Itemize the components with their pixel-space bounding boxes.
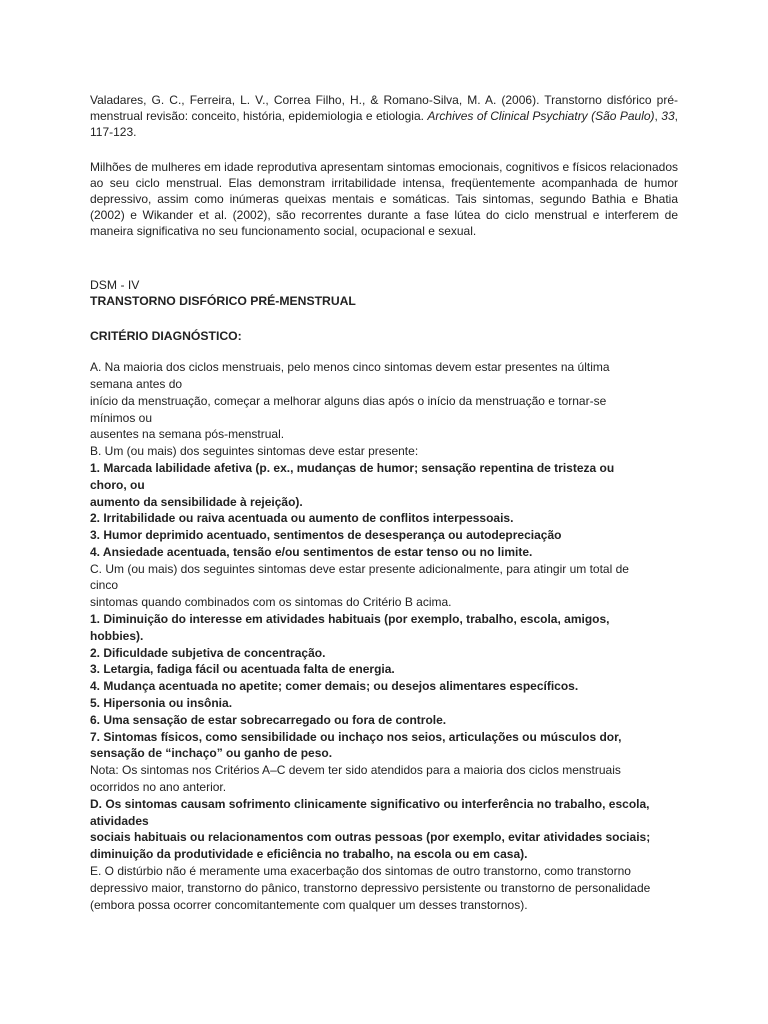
reference-pages: , 117-123. — [90, 109, 678, 140]
criteria-title: CRITÉRIO DIAGNÓSTICO: — [90, 328, 242, 343]
criteria-line: 1. Diminuição do interesse em atividades habituais (por exemplo, trabalho, escola, amigos, — [90, 612, 610, 627]
criteria-line: sintomas quando combinados com os sintomas do Critério B acima. — [90, 595, 452, 610]
criteria-line: semana antes do — [90, 376, 183, 391]
criteria-line: 2. Dificuldade subjetiva de concentração. — [90, 645, 326, 660]
criteria-line: D. Os sintomas causam sofrimento clinicamente significativo ou interferência no trabalho, escola, — [90, 796, 650, 811]
criteria-line: depressivo maior, transtorno do pânico, transtorno depressivo persistente ou transtorno de personalidade — [90, 880, 651, 895]
criteria-line: 3. Humor deprimido acentuado, sentimentos de desesperança ou autodepreciação — [90, 528, 562, 543]
criteria-line: 7. Sintomas físicos, como sensibilidade ou inchaço nos seios, articulações ou músculos dor, — [90, 729, 622, 744]
criteria-line: Nota: Os sintomas nos Critérios A–C devem ter sido atendidos para a maioria dos ciclos menstruais — [90, 763, 621, 778]
criteria-line: sensação de “inchaço” ou ganho de peso. — [90, 746, 333, 761]
criteria-line: sociais habituais ou relacionamentos com outras pessoas (por exemplo, evitar atividades sociais; — [90, 830, 651, 845]
criteria-line: 6. Uma sensação de estar sobrecarregado ou fora de controle. — [90, 712, 447, 727]
criteria-line: 4. Mudança acentuada no apetite; comer demais; ou desejos alimentares específicos. — [90, 679, 579, 694]
criteria-line: A. Na maioria dos ciclos menstruais, pelo menos cinco sintomas devem estar presentes na última — [90, 360, 610, 375]
criteria-list — [90, 359, 678, 913]
criteria-line: início da menstruação, começar a melhorar alguns dias após o início da menstruação e tornar-se — [90, 393, 607, 408]
criteria-line: E. O distúrbio não é meramente uma exacerbação dos sintomas de outro transtorno, como transtorno — [90, 864, 631, 879]
criteria-line: ausentes na semana pós-menstrual. — [90, 427, 285, 442]
criteria-line: C. Um (ou mais) dos seguintes sintomas deve estar presente adicionalmente, para atingir um total de — [90, 561, 629, 576]
reference-citation — [90, 92, 678, 141]
criteria-line: ocorridos no ano anterior. — [90, 780, 227, 795]
criteria-line: cinco — [90, 578, 119, 593]
dsm-label: DSM - IV — [90, 277, 140, 292]
criteria-line: atividades — [90, 813, 149, 828]
criteria-line: 2. Irritabilidade ou raiva acentuada ou aumento de conflitos interpessoais. — [90, 511, 514, 526]
intro-paragraph: Milhões de mulheres em idade reprodutiva apresentam sintomas emocionais, cognitivos e físicos relacionados ao seu ciclo menstrual. Elas demonstram irritabilidade intensa, freqüentemente acompanhada de humor depressivo, assim como inúmeras queixas mentais e somáticas. Tais sintomas, segundo Bathia e Bhatia (2002) e Wikander et al. (2002), são recorrentes durante a fase lútea do ciclo menstrual e interferem de maneira significativa no seu funcionamento social, ocupacional e sexual. — [90, 159, 678, 239]
criteria-line: diminuição da produtividade e eficiência no trabalho, na escola ou em casa). — [90, 847, 528, 862]
criteria-line: 5. Hipersonia ou insônia. — [90, 696, 233, 711]
criteria-line: aumento da sensibilidade à rejeição). — [90, 494, 303, 509]
criteria-line: mínimos ou — [90, 410, 153, 425]
reference-authors: Valadares, G. C., Ferreira, L. V., Correa Filho, H., & Romano-Silva, M. A. (2006). Transtorno disfórico pré-menstrual revisão: conceito, história, epidemiologia e etiologia. — [90, 93, 678, 124]
reference-journal: Archives of Clinical Psychiatry (São Paulo) — [427, 109, 655, 124]
reference-sep: , — [654, 109, 662, 124]
criteria-line: B. Um (ou mais) dos seguintes sintomas deve estar presente: — [90, 444, 419, 459]
criteria-line: 4. Ansiedade acentuada, tensão e/ou sentimentos de estar tenso ou no limite. — [90, 544, 533, 559]
criteria-line: choro, ou — [90, 477, 145, 492]
reference-volume: 33 — [661, 109, 675, 124]
disorder-title: TRANSTORNO DISFÓRICO PRÉ-MENSTRUAL — [90, 294, 356, 309]
criteria-line: 3. Letargia, fadiga fácil ou acentuada falta de energia. — [90, 662, 395, 677]
criteria-line: (embora possa ocorrer concomitantemente com qualquer um desses transtornos). — [90, 897, 528, 912]
criteria-line: 1. Marcada labilidade afetiva (p. ex., mudanças de humor; sensação repentina de tristeza ou — [90, 460, 615, 475]
criteria-line: hobbies). — [90, 628, 144, 643]
